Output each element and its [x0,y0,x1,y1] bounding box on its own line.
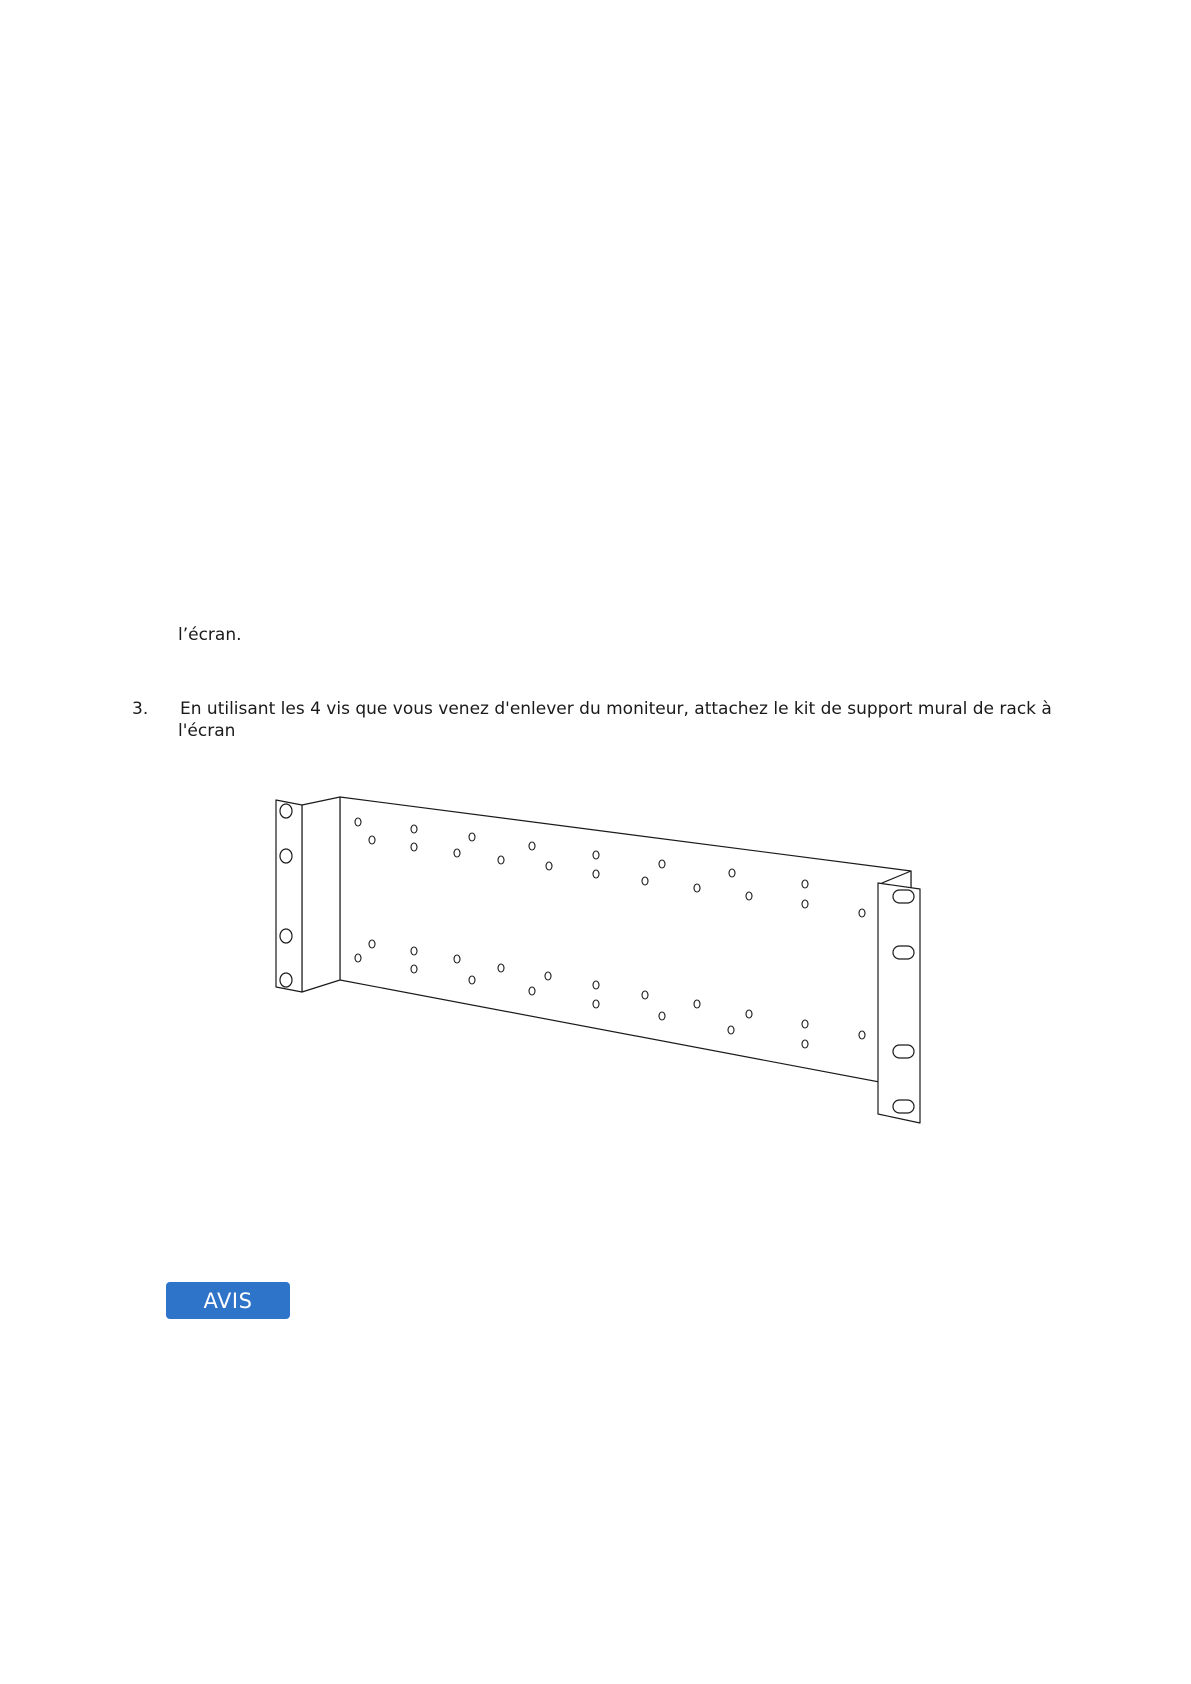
step-number: 3. [132,699,149,719]
continuation-text: l’écran. [178,625,242,645]
step-text-line2: l'écran [178,721,236,741]
left-flange [302,797,340,992]
notice-badge: AVIS [166,1282,290,1319]
step-text-line1: En utilisant les 4 vis que vous venez d'enlever du moniteur, attachez le kit de support mural de rack à [180,699,1052,719]
left-ear [276,800,302,992]
right-ear [878,883,920,1123]
bracket-plate [340,797,911,1088]
